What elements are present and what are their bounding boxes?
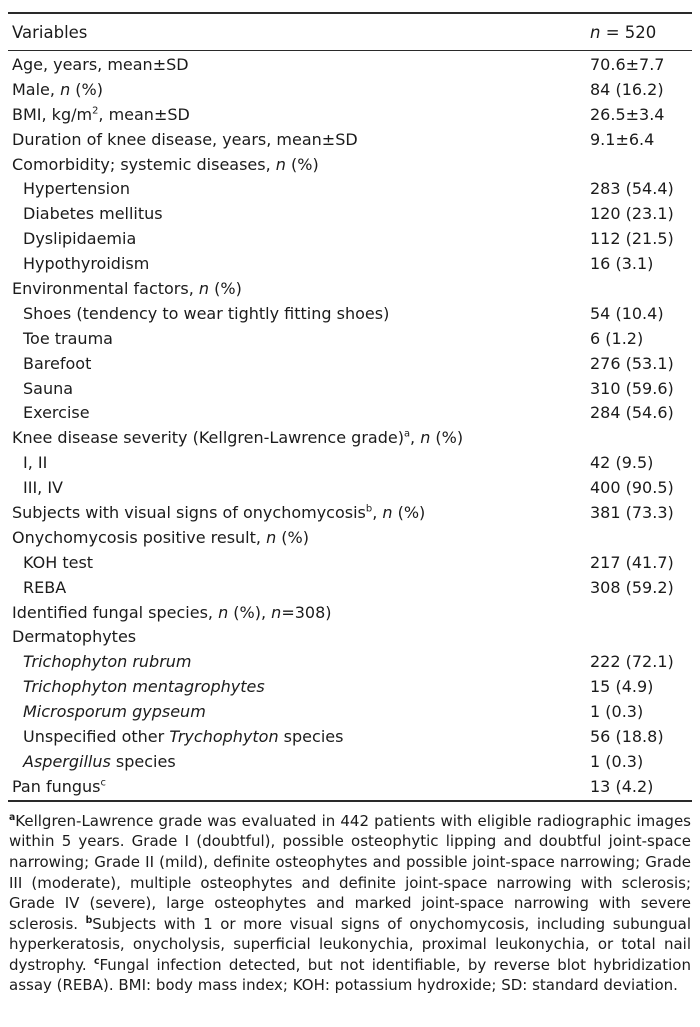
text-segment: Environmental factors,: [12, 278, 199, 298]
row-value: 1 (0.3): [590, 751, 644, 771]
table-row: [8, 176, 692, 201]
row-label: [12, 528, 590, 547]
row-value: 26.5±3.4: [590, 104, 665, 124]
text-segment: n: [266, 527, 277, 547]
table-row: [8, 525, 692, 550]
row-value: 222 (72.1): [590, 652, 674, 672]
text-segment: Trichophyton mentagrophytes: [23, 677, 265, 697]
text-segment: Kellgren-Lawrence grade was evaluated in 442 patients with eligible radiographic images within 5 years. Grade I (doubtful), possible osteophytic lipping and doubtful joint-space narrowing; Grade II (mild), definite osteophytes and possible joint-space narrowing; Grade III (moderate), multiple osteophytes and definite joint-space narrowing with sclerosis; Grade IV (severe), large osteophytes and marked joint-space narrowing with severe sclerosis.: [9, 811, 691, 933]
text-segment: Hypertension: [23, 179, 131, 199]
text-segment: n: [60, 79, 71, 99]
table-row: [8, 475, 692, 500]
row-label: [12, 254, 590, 273]
text-segment: n: [590, 22, 601, 42]
baseline-characteristics-table: [8, 12, 692, 802]
text-segment: (%): [285, 154, 319, 174]
table-footnote: [8, 811, 692, 996]
text-segment: b: [365, 503, 373, 515]
text-segment: c: [93, 955, 100, 967]
text-segment: n: [218, 602, 229, 622]
text-segment: (%),: [228, 602, 272, 622]
row-label: [12, 354, 590, 373]
row-value: 15 (4.9): [590, 677, 654, 697]
text-segment: n: [420, 428, 431, 448]
text-segment: (%): [276, 527, 309, 547]
text-segment: Onychomycosis positive result,: [12, 527, 267, 547]
text-segment: Pan fungus: [12, 776, 101, 796]
row-label: [12, 155, 590, 174]
text-segment: ,: [372, 502, 383, 522]
table-row: [8, 600, 692, 625]
row-label: [12, 677, 590, 696]
row-label: [12, 603, 590, 622]
table-row: [8, 425, 692, 450]
row-label: [12, 130, 590, 149]
row-value: 310 (59.6): [590, 378, 674, 398]
text-segment: REBA: [23, 577, 67, 597]
table-row: [8, 326, 692, 351]
table-header-row: [8, 14, 692, 50]
text-segment: I, II: [23, 453, 48, 473]
table-row: [8, 351, 692, 376]
text-segment: Shoes (tendency to wear tightly fitting shoes): [23, 303, 390, 323]
row-value: 84 (16.2): [590, 79, 664, 99]
text-segment: Male,: [12, 79, 61, 99]
text-segment: Identified fungal species,: [12, 602, 219, 622]
row-value: 283 (54.4): [590, 179, 674, 199]
row-value: 9.1±6.4: [590, 129, 655, 149]
row-label: [12, 105, 590, 124]
table-row: [8, 674, 692, 699]
table-row: [8, 774, 692, 799]
row-label: [12, 304, 590, 323]
row-label: [12, 55, 590, 74]
text-segment: Trychophyton: [169, 726, 279, 746]
table-row: [8, 450, 692, 475]
table-row: [8, 575, 692, 600]
row-label: [12, 329, 590, 348]
table-row: [8, 550, 692, 575]
table-row: [8, 201, 692, 226]
row-label: [12, 428, 590, 447]
text-segment: n: [271, 602, 282, 622]
row-label: [12, 777, 590, 796]
table-row: [8, 649, 692, 674]
text-segment: n: [198, 278, 210, 298]
text-segment: Dermatophytes: [12, 627, 137, 647]
text-segment: 2: [92, 105, 99, 117]
row-value: 56 (18.8): [590, 726, 664, 746]
table-row: [8, 52, 692, 77]
table-row: [8, 376, 692, 401]
row-value: 400 (90.5): [590, 478, 674, 498]
row-value: 70.6±7.7: [590, 54, 665, 74]
text-segment: Unspecified other: [23, 726, 170, 746]
text-segment: (%): [392, 502, 426, 522]
text-segment: Sauna: [23, 378, 74, 398]
row-label: [12, 627, 590, 646]
table-body: [8, 51, 692, 800]
row-value: 284 (54.6): [590, 403, 674, 423]
text-segment: c: [100, 777, 106, 789]
text-segment: Trichophyton rubrum: [23, 652, 192, 672]
text-segment: BMI, kg/m: [12, 104, 93, 124]
table-row: [8, 301, 692, 326]
text-segment: Duration of knee disease, years, mean±SD: [12, 129, 358, 149]
row-label: [12, 578, 590, 597]
row-label: [12, 702, 590, 721]
text-segment: Hypothyroidism: [23, 254, 150, 274]
text-segment: species: [110, 751, 176, 771]
table-row: [8, 500, 692, 525]
text-segment: Comorbidity; systemic diseases,: [12, 154, 276, 174]
table-row: [8, 251, 692, 276]
text-segment: Aspergillus: [23, 751, 111, 771]
text-segment: Subjects with visual signs of onychomycosis: [12, 502, 366, 522]
text-segment: III, IV: [23, 478, 63, 498]
row-label: [12, 204, 590, 223]
row-label: [12, 403, 590, 422]
row-value: 217 (41.7): [590, 552, 674, 572]
row-label: [12, 752, 590, 771]
row-label: [12, 279, 590, 298]
table-row: [8, 699, 692, 724]
row-label: [12, 229, 590, 248]
row-value: 16 (3.1): [590, 254, 654, 274]
table-row: [8, 276, 692, 301]
row-label: [12, 379, 590, 398]
table-row: [8, 77, 692, 102]
row-value: 120 (23.1): [590, 204, 674, 224]
row-label: [12, 80, 590, 99]
row-value: 6 (1.2): [590, 328, 644, 348]
text-segment: ,: [410, 428, 421, 448]
row-value: 276 (53.1): [590, 353, 674, 373]
text-segment: Diabetes mellitus: [23, 204, 163, 224]
row-label: [12, 652, 590, 671]
row-value: 13 (4.2): [590, 776, 654, 796]
table-row: [8, 152, 692, 177]
text-segment: a: [403, 428, 411, 440]
table-row: [8, 102, 692, 127]
text-segment: (%): [430, 428, 464, 448]
text-segment: a: [9, 811, 16, 823]
row-value: 42 (9.5): [590, 453, 654, 473]
text-segment: n: [382, 502, 393, 522]
row-label: [12, 553, 590, 572]
text-segment: =308): [281, 602, 332, 622]
text-segment: = 520: [600, 22, 657, 42]
text-segment: Microsporum gypseum: [23, 702, 206, 722]
row-label: [12, 727, 590, 746]
text-segment: Dyslipidaemia: [23, 229, 137, 249]
row-label: [12, 503, 590, 522]
text-segment: Subjects with 1 or more visual signs of onychomycosis, including subungual hyperkeratosis, onycholysis, superficial leukonychia, proximal leukonychia, or total nail dystrophy.: [9, 914, 691, 974]
row-value: 112 (21.5): [590, 229, 674, 249]
column-header-variables: Variables: [12, 22, 88, 42]
row-label: [12, 453, 590, 472]
table-row: [8, 400, 692, 425]
text-segment: (%): [209, 278, 242, 298]
table-row: [8, 749, 692, 774]
text-segment: Knee disease severity (Kellgren-Lawrence grade): [12, 428, 404, 448]
text-segment: species: [278, 726, 344, 746]
row-value: 1 (0.3): [590, 702, 644, 722]
column-header-n: [590, 23, 656, 42]
row-label: [12, 179, 590, 198]
text-segment: b: [85, 914, 93, 926]
row-value: 308 (59.2): [590, 577, 674, 597]
table-bottom-rule: [8, 800, 692, 802]
text-segment: Age, years, mean±SD: [12, 54, 189, 74]
table-row: [8, 127, 692, 152]
text-segment: Exercise: [23, 403, 90, 423]
text-segment: Fungal infection detected, but not identifiable, by reverse blot hybridization assay (REBA). BMI: body mass index; KOH: potassium hydroxide; SD: standard deviation.: [9, 955, 691, 995]
text-segment: n: [275, 154, 286, 174]
text-segment: Barefoot: [23, 353, 92, 373]
text-segment: Toe trauma: [23, 328, 113, 348]
text-segment: (%): [70, 79, 103, 99]
table-row: [8, 724, 692, 749]
table-row: [8, 226, 692, 251]
row-label: [12, 478, 590, 497]
row-value: 54 (10.4): [590, 303, 664, 323]
text-segment: KOH test: [23, 552, 94, 572]
text-segment: , mean±SD: [98, 104, 190, 124]
row-value: 381 (73.3): [590, 502, 674, 522]
table-row: [8, 624, 692, 649]
